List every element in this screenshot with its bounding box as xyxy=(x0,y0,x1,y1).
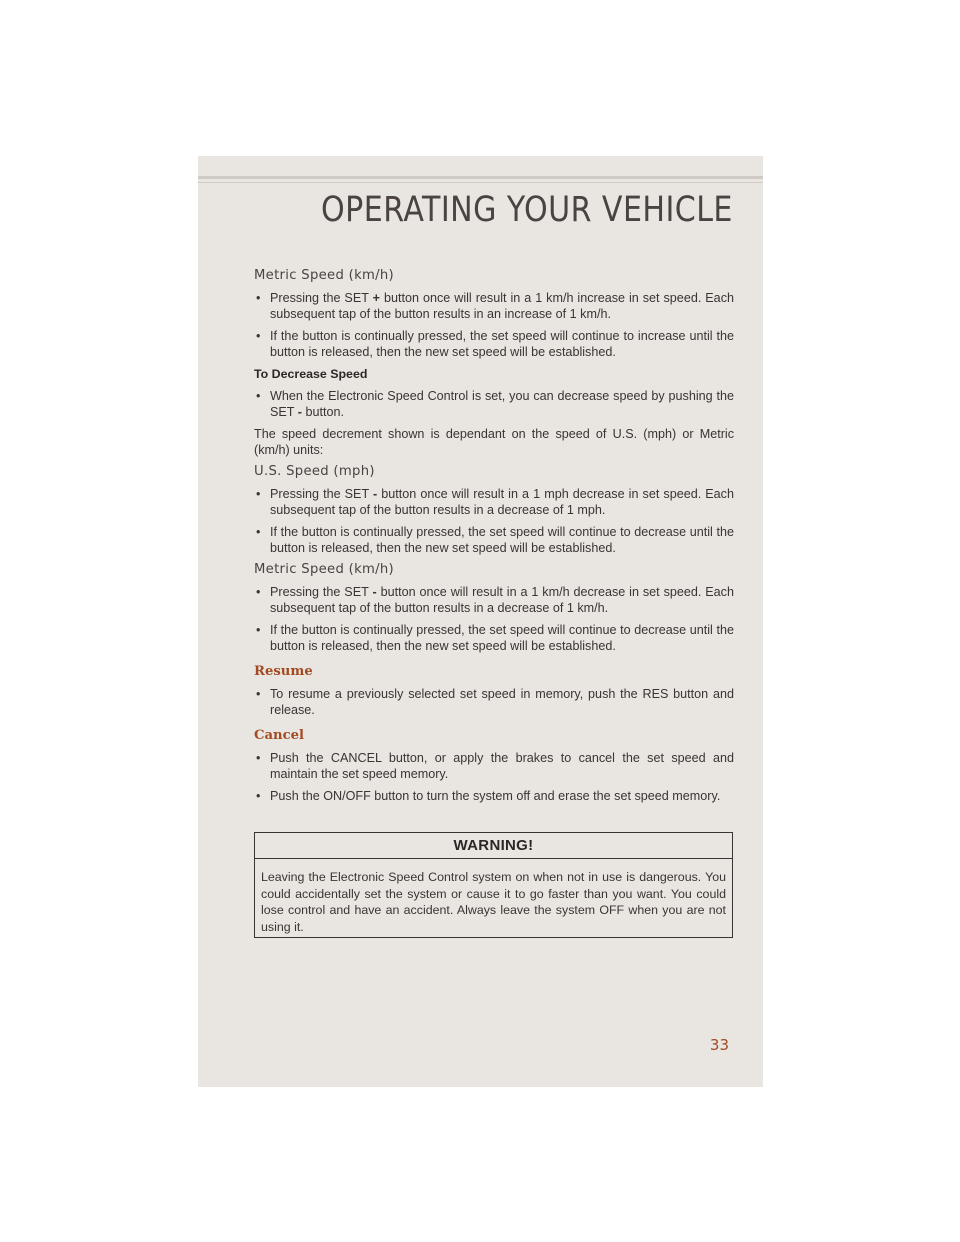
page-content xyxy=(254,268,734,810)
manual-page xyxy=(198,156,763,1087)
page-number: 33 xyxy=(709,1036,729,1054)
paragraph-decrement: The speed decrement shown is dependant on the speed of U.S. (mph) or Metric (km/h) units: xyxy=(254,427,734,457)
bullet-us-decrease-1 xyxy=(254,486,734,518)
bullet-text-pre: When the Electronic Speed Control is set, you can decrease speed by pushing the SET xyxy=(270,389,734,419)
bullet-text-pre: Pressing the SET xyxy=(270,585,373,599)
bullet-metric-decrease-1 xyxy=(254,584,734,616)
heading-us-decrease: U.S. Speed (mph) xyxy=(254,464,375,479)
header-rule-thin xyxy=(198,182,763,183)
heading-metric-increase: Metric Speed (km/h) xyxy=(254,268,394,283)
minus-symbol: - xyxy=(372,585,377,599)
bullet-text-pre: Pressing the SET xyxy=(270,487,373,501)
warning-title: WARNING! xyxy=(255,833,732,859)
section-title: OPERATING YOUR VEHICLE xyxy=(321,190,733,230)
bullet-resume: • To resume a previously selected set speed in memory, push the RES button and release. xyxy=(254,686,734,718)
warning-box xyxy=(254,832,733,938)
minus-symbol: - xyxy=(297,405,302,419)
bullet-text-post: button once will result in a 1 km/h decrease in set speed. Each subsequent tap of the button results in a decrease of 1 km/h. xyxy=(270,585,734,615)
bullet-text-post: button once will result in a 1 mph decrease in set speed. Each subsequent tap of the button results in a decrease of 1 mph. xyxy=(270,487,734,517)
heading-decrease-speed: To Decrease Speed xyxy=(254,367,368,381)
bullet-decrease xyxy=(254,388,734,420)
bullet-cancel-2: • Push the ON/OFF button to turn the system off and erase the set speed memory. xyxy=(254,788,734,804)
header-rule xyxy=(198,176,763,179)
heading-cancel: Cancel xyxy=(254,728,305,743)
minus-symbol: - xyxy=(373,487,378,501)
warning-text: Leaving the Electronic Speed Control system on when not in use is dangerous. You could accidentally set the system or cause it to go faster than you want. You could lose control and have an accident. Always leave the system OFF when you are not using it. xyxy=(261,870,726,934)
heading-resume: Resume xyxy=(254,664,313,679)
bullet-text-post: button. xyxy=(301,405,344,419)
bullet-cancel-1: • Push the CANCEL button, or apply the brakes to cancel the set speed and maintain the set speed memory. xyxy=(254,750,734,782)
plus-symbol: + xyxy=(372,291,381,305)
bullet-us-decrease-2: • If the button is continually pressed, the set speed will continue to decrease until the button is released, then the new set speed will be established. xyxy=(254,524,734,556)
bullet-metric-increase-2: • If the button is continually pressed, the set speed will continue to increase until the button is released, then the new set speed will be established. xyxy=(254,328,734,360)
bullet-metric-decrease-2: • If the button is continually pressed, the set speed will continue to decrease until the button is released, then the new set speed will be established. xyxy=(254,622,734,654)
heading-metric-decrease: Metric Speed (km/h) xyxy=(254,562,394,577)
bullet-text-post: button once will result in a 1 km/h increase in set speed. Each subsequent tap of the button results in an increase of 1 km/h. xyxy=(270,291,734,321)
bullet-metric-increase-1 xyxy=(254,290,734,322)
bullet-text-pre: Pressing the SET xyxy=(270,291,373,305)
